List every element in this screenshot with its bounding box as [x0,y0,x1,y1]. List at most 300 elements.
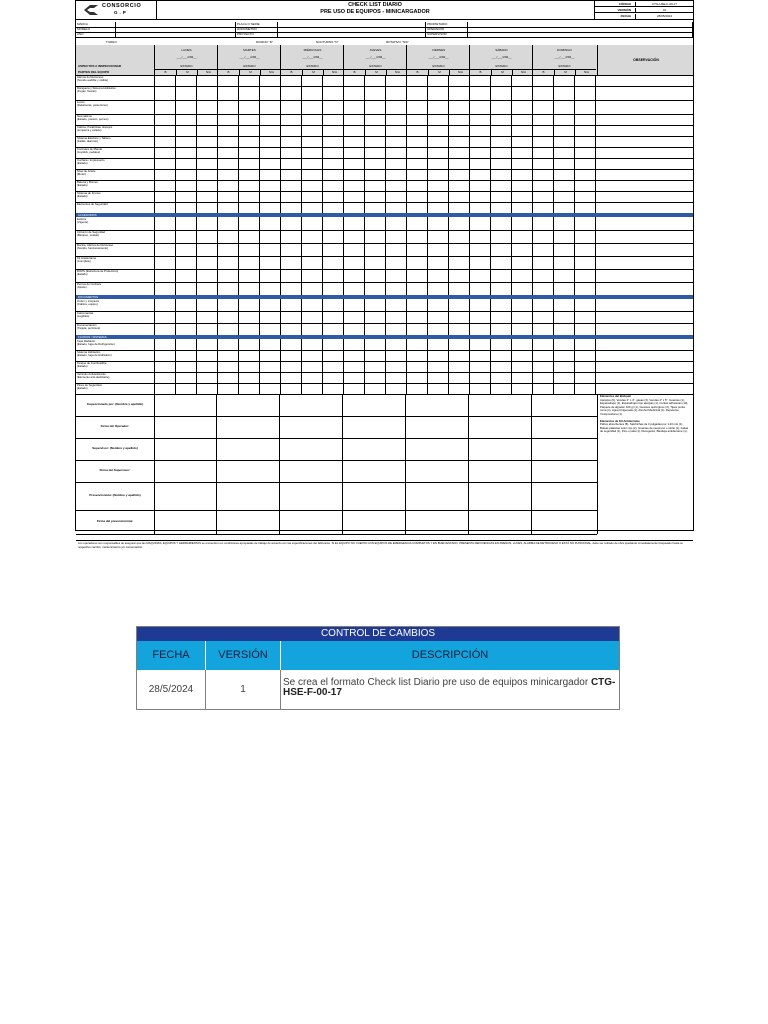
signature-field[interactable] [155,482,216,510]
check-cell[interactable] [218,191,238,202]
check-cell[interactable] [554,217,574,230]
check-cell[interactable] [554,282,574,295]
check-cell[interactable] [491,256,511,269]
check-cell[interactable] [386,243,406,256]
check-cell[interactable] [239,217,259,230]
check-cell[interactable] [281,311,301,323]
check-cell[interactable] [176,191,196,202]
signature-field[interactable] [218,438,279,460]
check-cell[interactable] [554,339,574,350]
check-cell[interactable] [512,86,532,100]
check-cell[interactable] [344,256,364,269]
check-cell[interactable] [470,136,490,147]
check-cell[interactable] [344,339,364,350]
check-cell[interactable] [176,136,196,147]
check-cell[interactable] [365,339,385,350]
check-cell[interactable] [344,100,364,114]
observation-cell[interactable] [598,243,693,256]
check-cell[interactable] [197,350,217,361]
check-cell[interactable] [323,311,343,323]
check-cell[interactable] [554,299,574,311]
check-cell[interactable] [470,230,490,243]
observation-cell[interactable] [598,372,693,383]
check-cell[interactable] [575,169,595,180]
check-cell[interactable] [197,217,217,230]
check-cell[interactable] [239,299,259,311]
check-cell[interactable] [407,114,427,125]
check-cell[interactable] [407,383,427,394]
signature-field[interactable] [281,394,342,416]
check-cell[interactable] [449,169,469,180]
check-cell[interactable] [428,202,448,213]
signature-field[interactable] [344,416,405,438]
check-cell[interactable] [512,383,532,394]
signature-field[interactable] [470,416,531,438]
check-cell[interactable] [491,243,511,256]
check-cell[interactable] [302,86,322,100]
check-cell[interactable] [344,147,364,158]
check-cell[interactable] [260,202,280,213]
signature-field[interactable] [218,416,279,438]
check-cell[interactable] [176,180,196,191]
check-cell[interactable] [344,114,364,125]
check-cell[interactable] [218,217,238,230]
check-cell[interactable] [218,299,238,311]
check-cell[interactable] [428,217,448,230]
check-cell[interactable] [176,282,196,295]
check-cell[interactable] [197,125,217,136]
observation-cell[interactable] [598,311,693,323]
check-cell[interactable] [260,383,280,394]
check-cell[interactable] [197,147,217,158]
check-cell[interactable] [491,169,511,180]
check-cell[interactable] [365,180,385,191]
observation-cell[interactable] [598,323,693,335]
check-cell[interactable] [407,256,427,269]
check-cell[interactable] [428,169,448,180]
check-cell[interactable] [323,339,343,350]
check-cell[interactable] [470,158,490,169]
check-cell[interactable] [449,136,469,147]
check-cell[interactable] [428,86,448,100]
check-cell[interactable] [176,230,196,243]
check-cell[interactable] [386,86,406,100]
check-cell[interactable] [239,323,259,335]
check-cell[interactable] [365,158,385,169]
check-cell[interactable] [428,299,448,311]
check-cell[interactable] [470,191,490,202]
check-cell[interactable] [533,372,553,383]
check-cell[interactable] [239,243,259,256]
check-cell[interactable] [575,299,595,311]
check-cell[interactable] [344,180,364,191]
signature-field[interactable] [344,394,405,416]
check-cell[interactable] [533,147,553,158]
observation-cell[interactable] [598,383,693,394]
check-cell[interactable] [512,282,532,295]
check-cell[interactable] [281,350,301,361]
check-cell[interactable] [281,361,301,372]
check-cell[interactable] [302,230,322,243]
check-cell[interactable] [197,299,217,311]
check-cell[interactable] [386,202,406,213]
check-cell[interactable] [449,202,469,213]
signature-field[interactable] [344,482,405,510]
check-cell[interactable] [365,383,385,394]
check-cell[interactable] [281,243,301,256]
check-cell[interactable] [281,75,301,86]
check-cell[interactable] [554,100,574,114]
signature-field[interactable] [218,482,279,510]
check-cell[interactable] [428,100,448,114]
check-cell[interactable] [218,75,238,86]
observation-cell[interactable] [598,361,693,372]
check-cell[interactable] [323,256,343,269]
check-cell[interactable] [260,361,280,372]
check-cell[interactable] [407,339,427,350]
check-cell[interactable] [218,243,238,256]
check-cell[interactable] [512,372,532,383]
check-cell[interactable] [428,230,448,243]
check-cell[interactable] [449,158,469,169]
check-cell[interactable] [491,114,511,125]
check-cell[interactable] [344,350,364,361]
check-cell[interactable] [470,299,490,311]
check-cell[interactable] [407,217,427,230]
check-cell[interactable] [386,323,406,335]
check-cell[interactable] [512,350,532,361]
check-cell[interactable] [407,100,427,114]
check-cell[interactable] [260,243,280,256]
check-cell[interactable] [323,136,343,147]
check-cell[interactable] [365,372,385,383]
check-cell[interactable] [428,256,448,269]
check-cell[interactable] [176,114,196,125]
check-cell[interactable] [176,100,196,114]
check-cell[interactable] [428,339,448,350]
check-cell[interactable] [512,169,532,180]
check-cell[interactable] [575,180,595,191]
check-cell[interactable] [176,86,196,100]
check-cell[interactable] [386,217,406,230]
check-cell[interactable] [344,217,364,230]
signature-field[interactable] [281,482,342,510]
check-cell[interactable] [470,243,490,256]
check-cell[interactable] [407,75,427,86]
check-cell[interactable] [386,147,406,158]
check-cell[interactable] [470,372,490,383]
check-cell[interactable] [470,361,490,372]
check-cell[interactable] [470,114,490,125]
check-cell[interactable] [491,147,511,158]
observation-cell[interactable] [598,169,693,180]
check-cell[interactable] [365,125,385,136]
check-cell[interactable] [302,136,322,147]
check-cell[interactable] [281,230,301,243]
check-cell[interactable] [323,350,343,361]
check-cell[interactable] [512,191,532,202]
check-cell[interactable] [575,136,595,147]
check-cell[interactable] [176,147,196,158]
observation-cell[interactable] [598,100,693,114]
check-cell[interactable] [449,100,469,114]
observation-cell[interactable] [598,191,693,202]
check-cell[interactable] [197,243,217,256]
check-cell[interactable] [260,86,280,100]
check-cell[interactable] [449,75,469,86]
check-cell[interactable] [281,180,301,191]
check-cell[interactable] [470,269,490,282]
check-cell[interactable] [155,114,175,125]
check-cell[interactable] [365,282,385,295]
check-cell[interactable] [197,269,217,282]
check-cell[interactable] [491,339,511,350]
check-cell[interactable] [302,269,322,282]
check-cell[interactable] [323,243,343,256]
check-cell[interactable] [239,350,259,361]
check-cell[interactable] [470,339,490,350]
check-cell[interactable] [197,230,217,243]
check-cell[interactable] [554,383,574,394]
check-cell[interactable] [449,383,469,394]
check-cell[interactable] [554,191,574,202]
check-cell[interactable] [155,311,175,323]
check-cell[interactable] [512,217,532,230]
check-cell[interactable] [533,86,553,100]
check-cell[interactable] [554,169,574,180]
check-cell[interactable] [344,243,364,256]
check-cell[interactable] [554,323,574,335]
check-cell[interactable] [386,383,406,394]
check-cell[interactable] [491,191,511,202]
check-cell[interactable] [470,311,490,323]
check-cell[interactable] [323,100,343,114]
check-cell[interactable] [260,169,280,180]
check-cell[interactable] [218,100,238,114]
check-cell[interactable] [302,323,322,335]
check-cell[interactable] [554,230,574,243]
observation-cell[interactable] [598,350,693,361]
check-cell[interactable] [533,136,553,147]
check-cell[interactable] [470,86,490,100]
check-cell[interactable] [281,202,301,213]
check-cell[interactable] [218,230,238,243]
check-cell[interactable] [407,86,427,100]
signature-field[interactable] [155,394,216,416]
check-cell[interactable] [260,136,280,147]
check-cell[interactable] [533,243,553,256]
check-cell[interactable] [239,269,259,282]
check-cell[interactable] [491,372,511,383]
check-cell[interactable] [344,372,364,383]
check-cell[interactable] [386,230,406,243]
check-cell[interactable] [323,383,343,394]
check-cell[interactable] [428,350,448,361]
signature-field[interactable] [281,460,342,482]
check-cell[interactable] [239,114,259,125]
check-cell[interactable] [428,372,448,383]
check-cell[interactable] [386,180,406,191]
check-cell[interactable] [281,256,301,269]
check-cell[interactable] [365,243,385,256]
check-cell[interactable] [176,269,196,282]
check-cell[interactable] [491,269,511,282]
check-cell[interactable] [281,323,301,335]
check-cell[interactable] [197,114,217,125]
check-cell[interactable] [281,339,301,350]
signature-field[interactable] [344,510,405,534]
check-cell[interactable] [302,180,322,191]
check-cell[interactable] [176,311,196,323]
info-field[interactable] [468,32,693,37]
check-cell[interactable] [554,158,574,169]
check-cell[interactable] [428,114,448,125]
signature-field[interactable] [470,460,531,482]
check-cell[interactable] [575,158,595,169]
check-cell[interactable] [554,136,574,147]
check-cell[interactable] [533,339,553,350]
check-cell[interactable] [323,191,343,202]
info-field[interactable] [278,32,426,37]
check-cell[interactable] [239,230,259,243]
check-cell[interactable] [575,323,595,335]
check-cell[interactable] [428,136,448,147]
check-cell[interactable] [470,383,490,394]
check-cell[interactable] [302,147,322,158]
check-cell[interactable] [491,323,511,335]
signature-field[interactable] [344,438,405,460]
check-cell[interactable] [533,256,553,269]
check-cell[interactable] [260,191,280,202]
check-cell[interactable] [512,202,532,213]
check-cell[interactable] [260,339,280,350]
observation-cell[interactable] [598,282,693,295]
signature-field[interactable] [470,482,531,510]
check-cell[interactable] [155,230,175,243]
check-cell[interactable] [449,269,469,282]
check-cell[interactable] [260,299,280,311]
check-cell[interactable] [197,311,217,323]
signature-field[interactable] [155,416,216,438]
check-cell[interactable] [407,269,427,282]
check-cell[interactable] [533,269,553,282]
check-cell[interactable] [218,169,238,180]
check-cell[interactable] [407,361,427,372]
check-cell[interactable] [386,339,406,350]
check-cell[interactable] [554,372,574,383]
check-cell[interactable] [491,158,511,169]
check-cell[interactable] [449,114,469,125]
check-cell[interactable] [512,339,532,350]
check-cell[interactable] [155,217,175,230]
check-cell[interactable] [449,339,469,350]
check-cell[interactable] [407,372,427,383]
check-cell[interactable] [449,147,469,158]
check-cell[interactable] [281,158,301,169]
check-cell[interactable] [533,311,553,323]
check-cell[interactable] [344,311,364,323]
check-cell[interactable] [512,256,532,269]
check-cell[interactable] [386,299,406,311]
check-cell[interactable] [344,169,364,180]
check-cell[interactable] [428,269,448,282]
signature-field[interactable] [155,438,216,460]
check-cell[interactable] [470,125,490,136]
check-cell[interactable] [176,243,196,256]
check-cell[interactable] [575,217,595,230]
check-cell[interactable] [260,311,280,323]
check-cell[interactable] [155,136,175,147]
check-cell[interactable] [491,86,511,100]
check-cell[interactable] [470,100,490,114]
check-cell[interactable] [386,125,406,136]
signature-field[interactable] [407,510,468,534]
check-cell[interactable] [365,350,385,361]
check-cell[interactable] [197,372,217,383]
check-cell[interactable] [365,191,385,202]
check-cell[interactable] [407,243,427,256]
check-cell[interactable] [344,158,364,169]
check-cell[interactable] [428,125,448,136]
check-cell[interactable] [323,75,343,86]
check-cell[interactable] [281,269,301,282]
check-cell[interactable] [155,256,175,269]
signature-field[interactable] [218,460,279,482]
check-cell[interactable] [512,100,532,114]
check-cell[interactable] [260,217,280,230]
check-cell[interactable] [155,86,175,100]
check-cell[interactable] [302,311,322,323]
check-cell[interactable] [239,169,259,180]
check-cell[interactable] [386,269,406,282]
check-cell[interactable] [470,282,490,295]
check-cell[interactable] [554,147,574,158]
check-cell[interactable] [155,339,175,350]
check-cell[interactable] [533,169,553,180]
check-cell[interactable] [218,282,238,295]
check-cell[interactable] [575,147,595,158]
check-cell[interactable] [449,311,469,323]
check-cell[interactable] [491,202,511,213]
check-cell[interactable] [344,136,364,147]
check-cell[interactable] [323,147,343,158]
check-cell[interactable] [155,269,175,282]
check-cell[interactable] [260,269,280,282]
check-cell[interactable] [512,125,532,136]
check-cell[interactable] [218,361,238,372]
check-cell[interactable] [218,372,238,383]
check-cell[interactable] [176,125,196,136]
check-cell[interactable] [323,158,343,169]
check-cell[interactable] [176,75,196,86]
check-cell[interactable] [554,86,574,100]
check-cell[interactable] [491,75,511,86]
signature-field[interactable] [533,460,594,482]
observation-cell[interactable] [598,136,693,147]
check-cell[interactable] [197,383,217,394]
check-cell[interactable] [344,86,364,100]
check-cell[interactable] [533,158,553,169]
check-cell[interactable] [449,299,469,311]
check-cell[interactable] [281,191,301,202]
check-cell[interactable] [470,217,490,230]
check-cell[interactable] [197,191,217,202]
check-cell[interactable] [575,230,595,243]
check-cell[interactable] [239,75,259,86]
check-cell[interactable] [449,86,469,100]
check-cell[interactable] [533,323,553,335]
info-field[interactable] [116,32,236,37]
